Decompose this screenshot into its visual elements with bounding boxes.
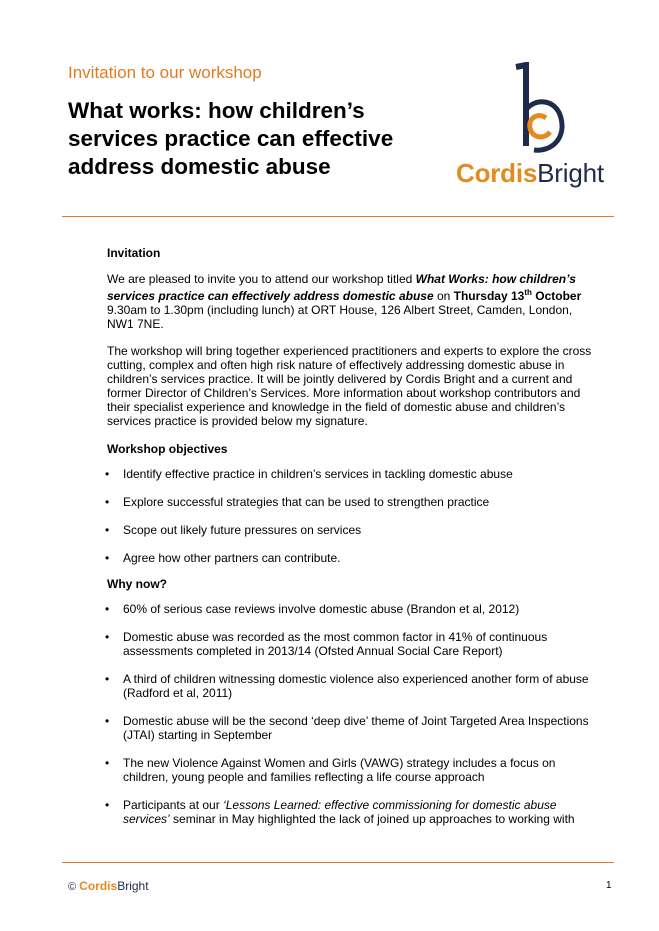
cordis-bright-b-logo-icon bbox=[510, 62, 568, 154]
list-item: • The new Violence Against Women and Girls (VAWG) strategy includes a focus on children, young people and families reflecting a life course approach bbox=[107, 756, 602, 784]
objectives-list bbox=[107, 467, 602, 565]
list-item: • 60% of serious case reviews involve domestic abuse (Brandon et al, 2012) bbox=[107, 602, 602, 616]
logo-wordmark-bright: Bright bbox=[537, 158, 604, 188]
workshop-description-paragraph: The workshop will bring together experienced practitioners and experts to explore the cross cutting, complex and often high risk nature of effectively addressing domestic abuse in children’s services practice. It will be jointly delivered by Cordis Bright and a current and former Director of Children’s Services. More information about workshop contributors and their specialist experience and knowledge in the field of domestic abuse and children’s services practice is provided below my signature. bbox=[107, 344, 592, 428]
section-heading-objectives: Workshop objectives bbox=[107, 442, 228, 456]
date-day: Thursday 13 bbox=[453, 289, 525, 303]
date-suffix: th bbox=[524, 288, 532, 297]
section-heading-invitation: Invitation bbox=[107, 246, 161, 260]
footer-brand-bright: Bright bbox=[117, 879, 149, 893]
list-item: • Agree how other partners can contribute. bbox=[107, 551, 602, 565]
logo-wordmark bbox=[456, 158, 604, 189]
invitation-lead: We are pleased to invite you to attend our workshop titled bbox=[107, 272, 416, 286]
why-now-list bbox=[107, 602, 602, 826]
footer-divider bbox=[62, 862, 614, 863]
page-number: 1 bbox=[606, 880, 612, 891]
page-title: What works: how children’s services practice can effective address domestic abuse bbox=[68, 98, 394, 179]
cordis-bright-logo bbox=[456, 62, 616, 190]
list-item bbox=[107, 798, 602, 826]
list-item: • A third of children witnessing domestic violence also experienced another form of abuse (Radford et al, 2011) bbox=[107, 672, 602, 700]
workshop-kicker: Invitation to our workshop bbox=[68, 63, 262, 82]
invitation-on: on bbox=[433, 289, 454, 303]
footer-brand bbox=[68, 879, 149, 893]
seminar-title-italic: ‘Lessons Learned: effective commissioning for domestic abuse services’ bbox=[123, 798, 557, 826]
header-divider bbox=[62, 216, 614, 217]
workshop-date bbox=[454, 289, 582, 303]
list-item: • Identify effective practice in children’s services in tackling domestic abuse bbox=[107, 467, 602, 481]
invitation-details: 9.30am to 1.30pm (including lunch) at ORT House, 126 Albert Street, Camden, London, NW1 7NE. bbox=[107, 303, 573, 331]
invitation-paragraph bbox=[107, 272, 602, 331]
document-body bbox=[107, 246, 602, 840]
list-item: • Domestic abuse was recorded as the most common factor in 41% of continuous assessments completed in 2013/14 (Ofsted Annual Social Care Report) bbox=[107, 630, 602, 658]
copyright-symbol: © bbox=[68, 881, 77, 893]
date-month: October bbox=[531, 289, 582, 303]
last-item-rest: seminar in May highlighted the lack of joined up approaches to working with bbox=[169, 812, 575, 826]
last-item-lead: Participants at our bbox=[123, 798, 224, 812]
logo-wordmark-cordis: Cordis bbox=[456, 158, 538, 188]
footer-brand-cordis: Cordis bbox=[79, 879, 118, 893]
list-item: • Explore successful strategies that can be used to strengthen practice bbox=[107, 495, 602, 509]
list-item: • Domestic abuse will be the second ‘deep dive’ theme of Joint Targeted Area Inspections (JTAI) starting in September bbox=[107, 714, 602, 742]
workshop-title-italic: What Works: how children’s services practice can effectively address domestic abuse bbox=[107, 272, 576, 303]
section-heading-why-now: Why now? bbox=[107, 577, 167, 591]
list-item: • Scope out likely future pressures on services bbox=[107, 523, 602, 537]
